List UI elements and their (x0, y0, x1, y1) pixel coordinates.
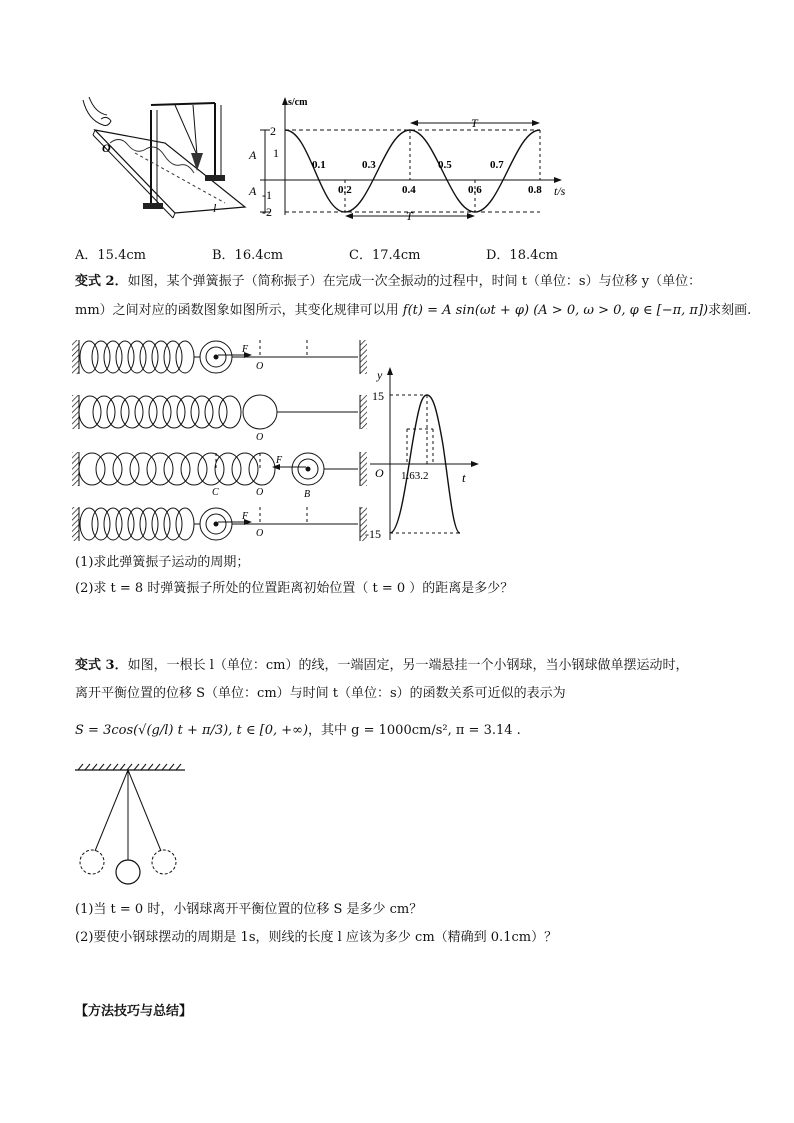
variant2-question1: (1)求此弹簧振子运动的周期； (75, 555, 250, 570)
x-tick-0.8: 0.8 (528, 184, 542, 196)
option-d: D．18.4cm (486, 248, 558, 263)
option-c: C．17.4cm (349, 248, 421, 263)
svg-text:y: y (377, 368, 383, 382)
option-a: A．15.4cm (75, 248, 146, 263)
pendulum-length-label: l (213, 201, 217, 215)
y-tick-neg2: -2 (262, 205, 272, 219)
simple-pendulum-figure (70, 760, 190, 890)
variant2-formula: f(t) = A sin(ωt + φ) (A > 0, ω > 0, φ ∈ [−π, π]) (402, 303, 709, 318)
variant2-line2: mm）之间对应的函数图象如图所示，其变化规律可以用 f(t) = A sin(ωt + φ) (A > 0, ω > 0, φ ∈ [−π, π])求刻画. (75, 303, 752, 318)
variant3-question2: (2)要使小钢球摆动的周期是 1s，则线的长度 l 应该为多少 cm（精确到 0.1cm）？ (75, 930, 558, 945)
period-label-bottom: T (406, 209, 413, 223)
variant3-formula: S = 3cos(√(g/l) t + π/3), t ∈ [0, +∞) (75, 723, 309, 738)
amplitude-label-top: A (249, 148, 257, 162)
variant2-question2: (2)求 t = 8 时弹簧振子所处的位置距离初始位置（ t = 0 ）的距离是多少？ (75, 581, 514, 596)
svg-text:O: O (256, 432, 264, 443)
svg-text:C: C (212, 487, 219, 498)
svg-text:15: 15 (372, 389, 384, 403)
svg-text:B: B (304, 489, 311, 500)
variant2-title: 变式 2． (75, 274, 128, 289)
x-tick-0.2: 0.2 (338, 184, 352, 196)
y-tick-neg1: -1 (262, 188, 272, 202)
pendulum-origin-label: O (102, 141, 111, 155)
svg-text:1.63.2: 1.63.2 (401, 470, 429, 482)
option-b: B．16.4cm (212, 248, 284, 263)
variant2-line1: 变式 2．如图，某个弹簧振子（简称振子）在完成一次全振动的过程中，时间 t（单位：s）与位移 y（单位： (75, 274, 702, 289)
y-t-graph (365, 365, 485, 545)
svg-text:O: O (256, 487, 264, 498)
svg-text:F: F (242, 511, 249, 522)
period-label-top: T (471, 116, 478, 130)
svg-text:F: F (276, 455, 283, 466)
summary-heading: 【方法技巧与总结】 (75, 1004, 193, 1019)
s-t-graph (240, 95, 580, 225)
svg-text:O: O (256, 528, 264, 539)
svg-text:t: t (462, 470, 466, 485)
variant3-formula-line: S = 3cos(√(g/l) t + π/3), t ∈ [0, +∞)，其中 g = 1000cm/s², π = 3.14 . (75, 723, 521, 738)
variant3-title: 变式 3． (75, 658, 128, 673)
x-tick-0.3: 0.3 (362, 159, 376, 171)
y-tick-2: 2 (270, 124, 276, 138)
svg-text:O: O (256, 361, 264, 372)
y-tick-1: 1 (273, 146, 279, 160)
spring-oscillator-figure (70, 335, 370, 545)
y-axis-label: s/cm (288, 97, 308, 108)
x-tick-0.4: 0.4 (402, 184, 416, 196)
svg-text:O: O (375, 466, 384, 480)
variant3-line1: 变式 3．如图，一根长 l（单位：cm）的线，一端固定，另一端悬挂一个小钢球，当小钢球做单摆运动时， (75, 658, 689, 673)
x-axis-label: t/s (554, 184, 566, 198)
amplitude-label-bottom: A (249, 184, 257, 198)
x-tick-0.6: 0.6 (468, 184, 482, 196)
variant3-line2: 离开平衡位置的位移 S（单位：cm）与时间 t（单位：s）的函数关系可近似的表示为 (75, 686, 566, 701)
x-tick-0.1: 0.1 (312, 159, 326, 171)
x-tick-0.7: 0.7 (490, 159, 504, 171)
variant3-question1: (1)当 t = 0 时，小钢球离开平衡位置的位移 S 是多少 cm？ (75, 902, 423, 917)
x-tick-0.5: 0.5 (438, 159, 452, 171)
svg-text:F: F (242, 344, 249, 355)
pendulum-apparatus-figure (75, 95, 255, 220)
svg-text:-15: -15 (365, 527, 381, 541)
